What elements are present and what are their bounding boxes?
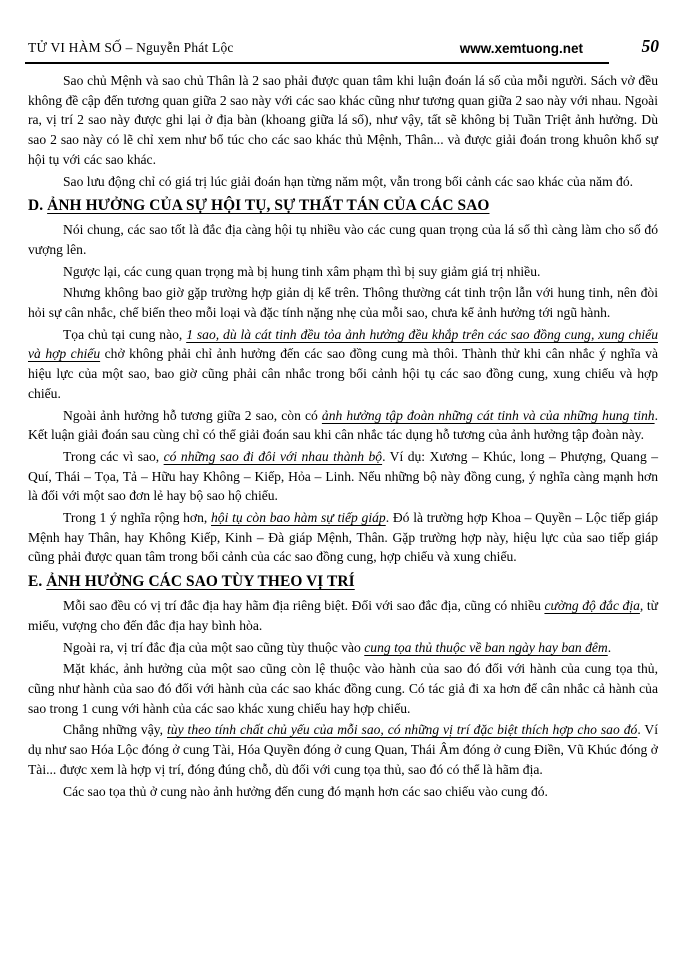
text-run: Ngoài ra, vị trí đắc địa của một sao cũng tùy thuộc vào [63,639,365,655]
text-run: . Ví dụ như sao Hóa Lộc đóng ở cung Tài, Hóa Quyền đóng ở cung Quan, Thái Âm đóng ở cung Điền, Vũ Khúc đóng ở Tài... được xem là hợp vị trí, đóng đúng chỗ, dù đối với cung tọa thủ, sao đó có thể là hãm địa. [28,722,658,777]
paragraph [28,220,658,259]
text-run: Nhưng không bao giờ gặp trường hợp giản dị kể trên. Thông thường cát tinh trộn lẫn với hung tinh, nên đòi hỏi sự cân nhắc, chế biến theo mỗi loại và đặc tính nặng nhẹ của mỗi sao, chưa kể ảnh hưởng tới ngũ hành. [28,285,658,321]
text-run: Các sao tọa thủ ở cung nào ảnh hưởng đến cung đó mạnh hơn các sao chiếu vào cung đó. [63,783,548,799]
section-heading [28,572,658,592]
text-run: Ngoài ảnh hưởng hỗ tương giữa 2 sao, còn có [63,407,322,423]
emphasized-text: tùy theo tính chất chủ yếu của mỗi sao, có những vị trí đặc biệt thích hợp cho sao đó [167,722,638,738]
text-run: Sao chủ Mệnh và sao chủ Thân là 2 sao phải được quan tâm khi luận đoán lá số của mỗi người. Sách vở đều không đề cập đến tương quan giữa 2 sao này với các sao khác cũng như tương quan giữa 2 sao này với nhau. Ngoài ra, vị trí 2 sao này được ghi lại ở địa bàn (khoang giữa lá số), như vậy, tất sẽ không bị Tuần Triệt ảnh hưởng. Dù sao 2 sao này có lẽ chỉ xem như bổ túc cho các sao khác thủ Mệnh, Thân... và được giải đoán trong khuôn khổ sự hội tụ với các sao khác. [28,73,658,167]
emphasized-text: có những sao đi đôi với nhau thành bộ [163,448,383,464]
paragraph [28,283,658,322]
text-run: . Ví dụ: Xương – Khúc, long – Phượng, Quang – Quí, Thái – Tọa, Tả – Hữu hay Không – Kiếp, Hỏa – Linh. Nếu những bộ này đồng cung, ý nghĩa càng mạnh hơn là đối với một sao đơn lẻ hay bộ sao hộ chiếu. [28,448,658,504]
paragraph [28,659,658,718]
paragraph [28,508,658,567]
heading-prefix: E. [28,573,47,591]
header-book-title: TỬ VI HÀM SỐ – Nguyễn Phát Lộc [28,40,234,55]
paragraph [28,638,658,658]
paragraph [28,720,658,779]
text-run: Sao lưu động chỉ có giá trị lúc giải đoán hạn từng năm một, vẫn trong bối cảnh các sao khác của năm đó. [63,173,634,189]
text-run: Tọa chủ tại cung nào, [63,326,187,342]
header-rule [25,62,609,64]
emphasized-text: cung tọa thủ thuộc về ban ngày hay ban đêm [364,639,608,655]
heading-text: ẢNH HƯỞNG CÁC SAO TÙY THEO VỊ TRÍ [46,573,355,591]
paragraph [28,447,658,506]
paragraph [28,262,658,282]
text-run: . Kết luận giải đoán sau cùng chỉ có thể giải đoán sau khi cân nhắc tác dụng hỗ tương của ảnh hưởng tập đoàn này. [28,407,658,443]
text-run: , từ miếu, vượng cho đến đắc địa hay bình hòa. [28,598,658,633]
document-body [28,71,658,803]
text-run: Chẳng những vậy, [63,722,167,738]
emphasized-text: ảnh hưởng tập đoàn những cát tinh và của những hung tinh [321,407,655,423]
text-run: Nói chung, các sao tốt là đắc địa càng hội tụ nhiều vào các cung quan trọng của lá số thì càng làm cho số đó vượng lên. [28,222,658,257]
text-run: Ngược lại, các cung quan trọng mà bị hung tinh xâm phạm thì bị suy giảm giá trị nhiều. [63,263,541,279]
text-run: Mặt khác, ảnh hưởng của một sao cũng còn lệ thuộc vào hành của sao đó đối với hành của cung tọa thủ, cũng như hành của sao đó đối với hành của các sao khác đồng cung. Có tác giả đi xa hơn để cân nhắc cả hành của sao trong 1 cung với hành của các sao khác xung chiếu hay hợp chiếu. [28,661,658,716]
text-run: Trong các vì sao, [63,448,164,464]
text-run: Mỗi sao đều có vị trí đắc địa hay hãm địa riêng biệt. Đối với sao đắc địa, cũng có nhiều [63,598,545,614]
text-run: chở không phải chỉ ảnh hưởng đến các sao đồng cung mà thôi. Thành thử khi cân nhắc ý nghĩa và hiệu lực của một sao, bao giờ cũng phải cân nhắc trong bối cảnh hội tụ các sao đồng cung, xung chiếu và hợp chiếu. [28,346,658,401]
paragraph [28,596,658,635]
paragraph [28,172,658,192]
text-run: . [607,639,612,655]
emphasized-text: cường độ đắc địa [544,598,640,614]
paragraph [28,406,658,445]
section-heading [28,196,658,216]
emphasized-text: hội tụ còn bao hàm sự tiếp giáp [211,510,386,526]
text-run: . Đó là trường hợp Khoa – Quyền – Lộc tiếp giáp Mệnh hay Thân, hay Không Kiếp, Kinh – Đà giáp Mệnh, Thân. Gặp trường hợp này, hiệu lực của sao tiếp giáp cũng phải được quan tâm trong bối cảnh của các sao đồng cung, hợp chiếu và xung chiếu. [28,510,658,565]
text-run: Trong 1 ý nghĩa rộng hơn, [63,510,211,526]
header-website: www.xemtuong.net [459,41,583,56]
emphasized-text: 1 sao, dù là cát tinh đều tỏa ảnh hưởng đều khắp trên các sao đồng cung, xung chiếu và hợp chiếu [28,326,658,362]
heading-text: ẢNH HƯỞNG CỦA SỰ HỘI TỤ, SỰ THẤT TÁN CỦA CÁC SAO [47,197,490,215]
paragraph [28,71,658,170]
page-number: 50 [641,36,659,56]
paragraph [28,782,658,802]
paragraph [28,325,658,404]
heading-prefix: D. [28,197,48,215]
